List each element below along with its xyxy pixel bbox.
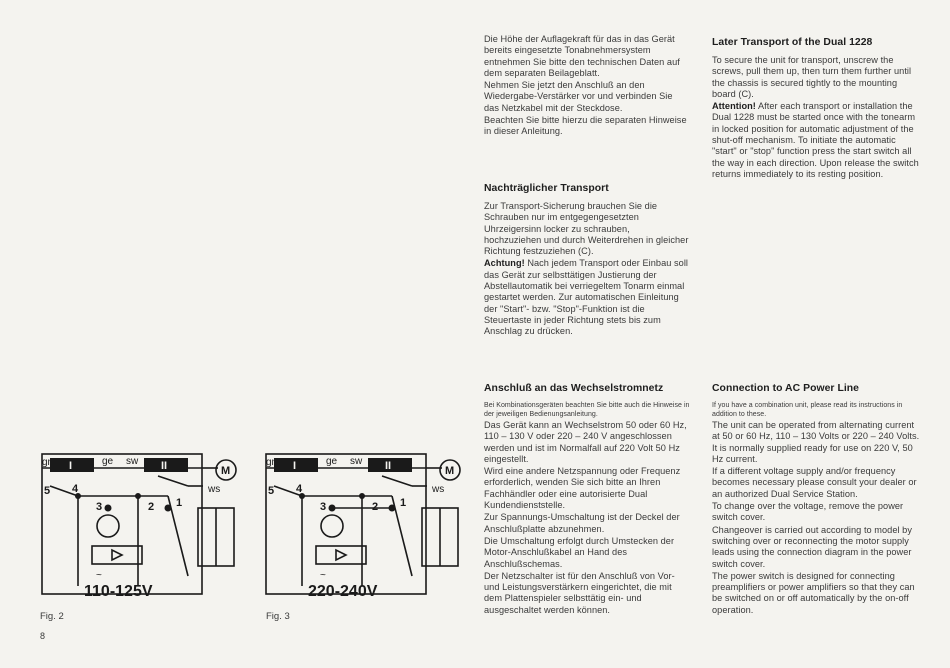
terminal-4: 4 — [72, 483, 79, 495]
label-ge: ge — [102, 456, 114, 467]
terminal-2: 2 — [372, 501, 379, 513]
paragraph: The power switch is designed for connecting preamplifiers or power amplifiers so that they can be switched on or off automatically by the on-off operation. — [712, 570, 915, 615]
paragraph: Der Netzschalter ist für den Anschluß von Vor- und Leistungsverstärkern eingerichtet, die mit dem Plattenspieler selbsttätig ein- und ausgeschaltet werden können. — [484, 570, 675, 615]
terminal-1: 1 — [400, 497, 407, 509]
attention-paragraph — [712, 101, 920, 180]
note: If you have a combination unit, please read its instructions in addition to these. — [712, 402, 903, 418]
paragraph: Zur Transport-Sicherung brauchen Sie die Schrauben nur im entgegengesetzten Uhrzeigersinn locker zu schrauben, hochzuziehen und durch Weiterdrehen in gleicher Richtung festzuziehen (C). — [484, 201, 689, 257]
label-gn: gn — [266, 457, 278, 468]
attention-lead: Achtung! — [484, 258, 525, 269]
terminal-2: 2 — [148, 501, 155, 513]
attention-paragraph — [484, 258, 689, 337]
label-sw: sw — [126, 456, 139, 467]
motor-symbol: M — [221, 465, 231, 477]
paragraph: If a different voltage supply and/or frequency becomes necessary please consult your dealer or an authorized Dual Service Station. — [712, 466, 917, 499]
page-number: 8 — [40, 631, 46, 641]
label-roman-2: II — [385, 460, 392, 472]
terminal-3: 3 — [96, 501, 103, 513]
label-roman-2: II — [161, 460, 168, 472]
terminal-1: 1 — [176, 497, 183, 509]
paragraph: Beachten Sie bitte hierzu die separaten Hinweise in dieser Anleitung. — [484, 115, 687, 137]
label-ws: ws — [432, 484, 445, 495]
tilde-symbol: ~ — [96, 570, 102, 581]
section-heading: Nachträglicher Transport — [484, 183, 609, 194]
paragraph: Das Gerät kann an Wechselstrom 50 oder 60 Hz, 110 – 130 V oder 220 – 240 V angeschlossen werden und ist im Normalfall auf 220 Volt 50 Hz eingestellt. — [484, 420, 687, 464]
paragraph: Changeover is carried out according to model by switching over or reconnecting the motor supply leads using the connection diagram in the power switch cover. — [712, 524, 912, 569]
label-ge: ge — [326, 456, 338, 467]
paragraph: To change over the voltage, remove the power switch cover. — [712, 501, 904, 523]
terminal-4: 4 — [296, 483, 303, 495]
attention-lead: Attention! — [712, 101, 756, 112]
figure-caption-fig2: Fig. 2 — [40, 611, 64, 622]
terminal-5: 5 — [268, 485, 275, 497]
section-heading: Anschluß an das Wechselstromnetz — [484, 383, 664, 394]
wiring-diagram-fig2 — [38, 446, 244, 606]
label-ws: ws — [208, 484, 221, 495]
paragraph: Wird eine andere Netzspannung oder Frequenz erforderlich, wenden Sie sich bitte an Ihren Fachhändler oder eine autorisierte Dual Kundendienststelle. — [484, 466, 681, 511]
motor-symbol: M — [445, 465, 455, 477]
ac-power-connection-section — [712, 382, 920, 617]
label-roman-1: I — [69, 460, 73, 472]
german-intro-text — [484, 34, 689, 139]
label-gn: gn — [42, 457, 54, 468]
section-heading: Connection to AC Power Line — [712, 383, 860, 394]
later-transport-section — [712, 36, 920, 181]
label-roman-1: I — [293, 460, 297, 472]
anschluss-wechselstromnetz-section — [484, 382, 692, 617]
terminal-5: 5 — [44, 485, 51, 497]
terminal-3: 3 — [320, 501, 327, 513]
note: Bei Kombinationsgeräten beachten Sie bitte auch die Hinweise in der jeweiligen Bedienungsanleitung. — [484, 402, 690, 418]
attention-text: After each transport or installation the Dual 1228 must be started once with the tonearm in locked position for automatic adjustment of the shut-off mechanism. To initiate the automatic "start" or "stop" function press the start switch all the way in each direction. Upon release the switch returns immediately to its resting position. — [712, 101, 919, 179]
voltage-label-fig2: 110-125V — [84, 583, 153, 600]
tilde-symbol: ~ — [320, 570, 326, 581]
wiring-diagram-fig3 — [262, 446, 468, 606]
paragraph: To secure the unit for transport, unscrew the screws, pull them up, then turn them further until the chassis is secured tightly to the mounting board (C). — [712, 55, 912, 99]
voltage-label-fig3: 220-240V — [308, 583, 378, 600]
paragraph: Zur Spannungs-Umschaltung ist der Deckel der Anschlußplatte abzunehmen. — [484, 512, 680, 534]
paragraph: The unit can be operated from alternating current at 50 or 60 Hz, 110 – 130 Volts or 220 – 240 Volts. It is normally supplied ready for use on 220 V, 50 Hz current. — [712, 420, 920, 464]
label-sw: sw — [350, 456, 363, 467]
paragraph: Die Höhe der Auflagekraft für das in das Gerät bereits eingesetzte Tonabnehmersystem entnehmen Sie bitte den technischen Daten auf dem separaten Beilageblatt. — [484, 34, 680, 78]
paragraph: Die Umschaltung erfolgt durch Umstecken der Motor-Anschlußkabel an Hand des Anschlußschemas. — [484, 535, 675, 569]
nachtraeglicher-transport-section — [484, 182, 689, 339]
attention-text: Nach jedem Transport oder Einbau soll das Gerät zur selbsttätigen Justierung der Abstellautomatik bei verriegeltem Tonarm einmal gestartet werden. Zur automatischen Einleitung der "Start"- bzw. "Stop"-Funktion ist die Steuertaste in jeder Richtung stets bis zum Anschlag zu drücken. — [484, 258, 688, 337]
figure-caption-fig3: Fig. 3 — [266, 611, 290, 622]
paragraph: Nehmen Sie jetzt den Anschluß an den Wiedergabe-Verstärker vor und verbinden Sie das Netzkabel mit der Steckdose. — [484, 80, 673, 113]
section-heading: Later Transport of the Dual 1228 — [712, 37, 873, 48]
